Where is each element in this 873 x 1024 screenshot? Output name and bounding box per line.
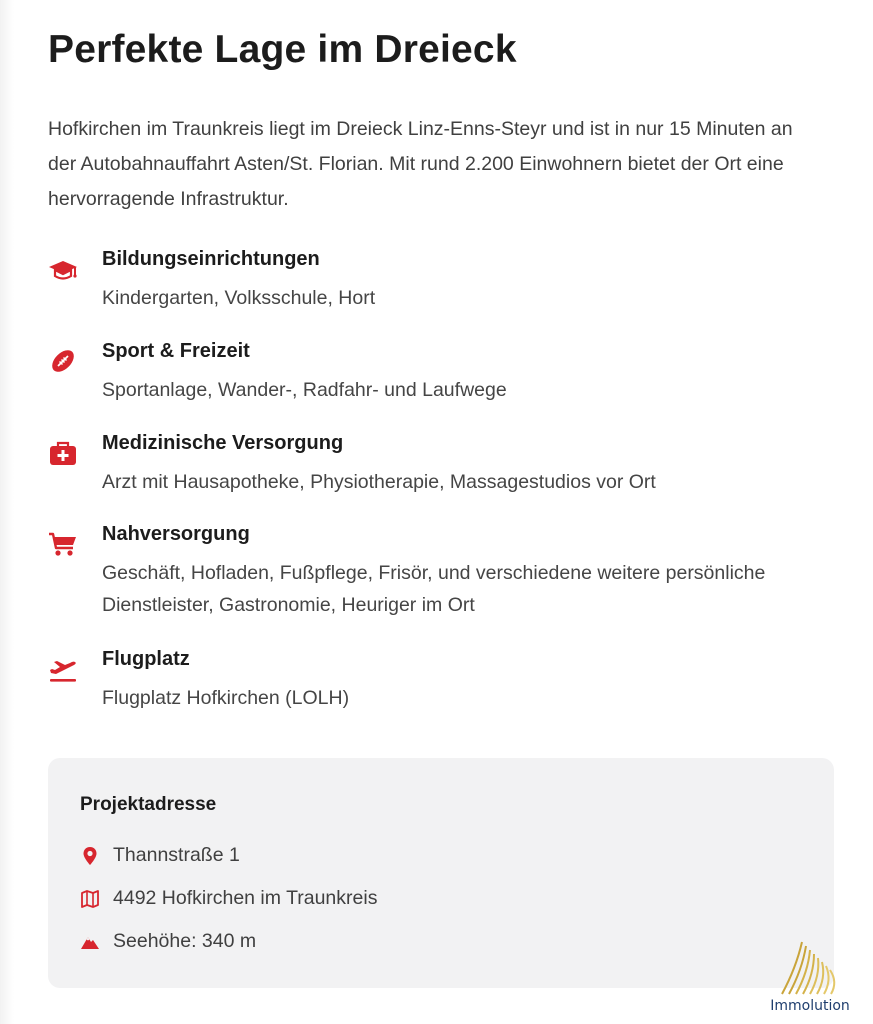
feature-description: Arzt mit Hausapotheke, Physiotherapie, Massagestudios vor Ort [102,471,656,493]
plane-departure-icon [48,654,78,684]
address-street: Thannstraße 1 [113,844,240,866]
address-elevation: Seehöhe: 340 m [113,930,257,952]
graduation-cap-icon [48,254,78,284]
football-icon [48,346,78,376]
logo-mark [762,940,858,996]
logo-wordmark: Immolution [770,998,850,1014]
feature-title: Nahversorgung [102,523,250,545]
project-address-card [48,758,834,988]
feature-title: Medizinische Versorgung [102,432,344,454]
feature-description: Geschäft, Hofladen, Fußpflege, Frisör, und verschiedene weitere persönliche Dienstleister, Gastronomie, Heuriger im Ort [102,562,766,616]
feature-description: Kindergarten, Volksschule, Hort [102,287,376,309]
page-edge-shadow [0,0,14,1024]
map-pin-icon [80,846,100,866]
page-title: Perfekte Lage im Dreieck [48,28,517,71]
map-icon [80,889,100,909]
mountain-icon [80,932,100,952]
feature-title: Flugplatz [102,648,190,670]
address-title: Projektadresse [80,794,217,815]
intro-paragraph: Hofkirchen im Traunkreis liegt im Dreieck Linz-Enns-Steyr und ist in nur 15 Minuten an der Autobahnauffahrt Asten/St. Florian. Mit rund 2.200 Einwohnern bietet der Ort eine hervorragende Infrastruktur. [48,118,793,210]
feature-description: Flugplatz Hofkirchen (LOLH) [102,687,350,709]
feature-title: Bildungseinrichtungen [102,248,320,270]
medical-kit-icon [48,438,78,468]
address-city: 4492 Hofkirchen im Traunkreis [113,887,378,909]
feature-description: Sportanlage, Wander-, Radfahr- und Laufwege [102,379,507,401]
feature-title: Sport & Freizeit [102,340,250,362]
shopping-cart-icon [48,529,78,559]
immolution-logo [762,940,858,1020]
